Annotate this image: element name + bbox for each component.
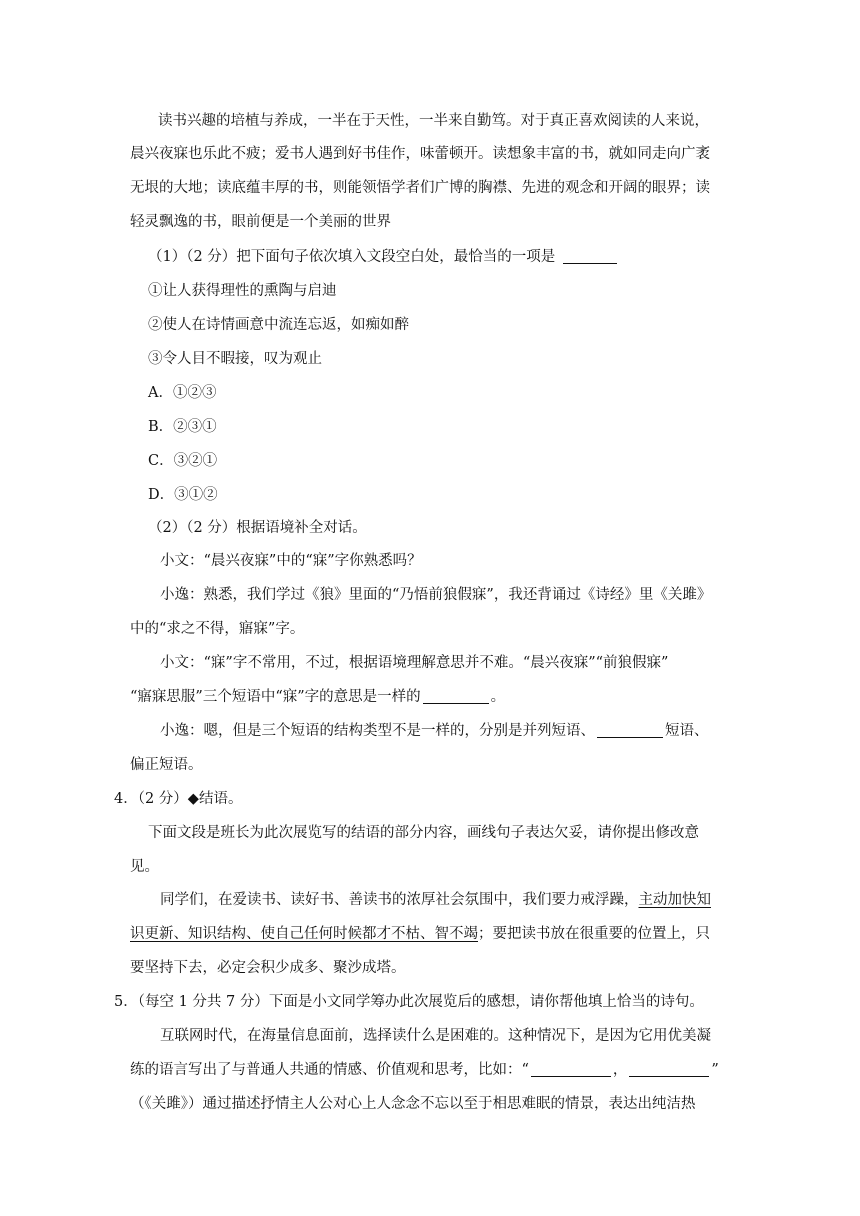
question-1-prompt <box>148 247 619 267</box>
paragraph-text: 练的语言写出了与普通人共通的情感、价值观和思考，比如：“ <box>130 1062 529 1078</box>
paragraph-line: （《关雎》）通过描述抒情主人公对心上人念念不忘以至于相思难眠的情景，表达出纯洁热 <box>130 1096 696 1112</box>
answer-blank[interactable] <box>423 688 489 704</box>
dialogue-line: 中的“求之不得，寤寐”字。 <box>130 621 305 637</box>
question-4-heading: 4．（2 分）◆结语。 <box>114 791 243 807</box>
choice-c: C．③②① <box>148 453 218 469</box>
answer-blank[interactable] <box>597 722 663 738</box>
sentence-option-3: ③令人目不暇接，叹为观止 <box>148 351 322 367</box>
dialogue-line <box>160 721 709 741</box>
answer-blank[interactable] <box>563 248 617 264</box>
paragraph-line: 要坚持下去，必定会积少成多、聚沙成塔。 <box>130 960 406 976</box>
paragraph-line: 无垠的大地；读底蕴丰厚的书，则能领悟学者们广博的胸襟、先进的观念和开阔的眼界；读 <box>130 180 710 196</box>
paragraph-line: 互联网时代，在海量信息面前，选择读什么是困难的。这种情况下，是因为它用优美凝 <box>160 1028 711 1044</box>
paragraph-line: 下面文段是班长为此次展览写的结语的部分内容，画线句子表达欠妥，请你提出修改意 <box>148 825 699 841</box>
choice-a: A．①②③ <box>148 385 217 401</box>
dialogue-text: “寤寐思服”三个短语中“寐”字的意思是一样的 <box>130 689 421 705</box>
paragraph-text: 同学们，在爱读书、读好书、善读书的浓厚社会氛围中，我们要力戒浮躁， <box>160 892 639 908</box>
paragraph-line: 轻灵飘逸的书，眼前便是一个美丽的世界 <box>130 214 391 230</box>
dialogue-line: 小逸：熟悉，我们学过《狼》里面的“乃悟前狼假寐”，我还背诵过《诗经》里《关雎》 <box>160 587 712 603</box>
paragraph-line: 晨兴夜寐也乐此不疲；爱书人遇到好书佳作，味蕾顿开。读想象丰富的书，就如同走向广袤 <box>130 146 710 162</box>
underlined-sentence: 识更新、知识结构、使自己任何时候都才不枯、智不竭 <box>130 926 478 942</box>
dialogue-line: 偏正短语。 <box>130 757 203 773</box>
dialogue-line <box>130 687 505 707</box>
dialogue-line: 小文：“寐”字不常用，不过，根据语境理解意思并不难。“晨兴夜寐”“前狼假寐” <box>160 655 669 671</box>
paragraph-line <box>130 1060 719 1080</box>
paragraph-text: ；要把读书放在很重要的位置上，只 <box>478 926 710 942</box>
choice-b: B．②③① <box>148 419 217 435</box>
paragraph-line <box>160 890 711 910</box>
paragraph-line: 读书兴趣的培植与养成，一半在于天性，一半来自勤笃。对于真正喜欢阅读的人来说， <box>158 113 709 129</box>
answer-blank[interactable] <box>629 1061 709 1077</box>
paragraph-text: ” <box>711 1062 719 1078</box>
question-2-prompt: （2）（2 分）根据语境补全对话。 <box>148 520 367 536</box>
sentence-option-1: ①让人获得理性的熏陶与启迪 <box>148 283 337 299</box>
question-5-heading: 5．（每空 1 分共 7 分）下面是小文同学筹办此次展览后的感想，请你帮他填上恰当的诗句。 <box>114 994 704 1010</box>
choice-d: D．③①② <box>148 487 218 503</box>
dialogue-text: 。 <box>490 689 506 705</box>
dialogue-text: 短语、 <box>665 723 709 739</box>
answer-blank[interactable] <box>531 1061 611 1077</box>
underlined-sentence: 主动加快知 <box>638 892 711 908</box>
paragraph-line <box>130 924 710 944</box>
question-1-text: （1）（2 分）把下面句子依次填入文段空白处，最恰当的一项是 <box>148 249 556 265</box>
sentence-option-2: ②使人在诗情画意中流连忘返，如痴如醉 <box>148 317 409 333</box>
dialogue-text: 小逸：嗯，但是三个短语的结构类型不是一样的，分别是并列短语、 <box>160 723 595 739</box>
paragraph-line: 见。 <box>130 859 159 875</box>
dialogue-line: 小文：“晨兴夜寐”中的“寐”字你熟悉吗？ <box>160 553 422 569</box>
paragraph-text: ， <box>612 1062 628 1078</box>
